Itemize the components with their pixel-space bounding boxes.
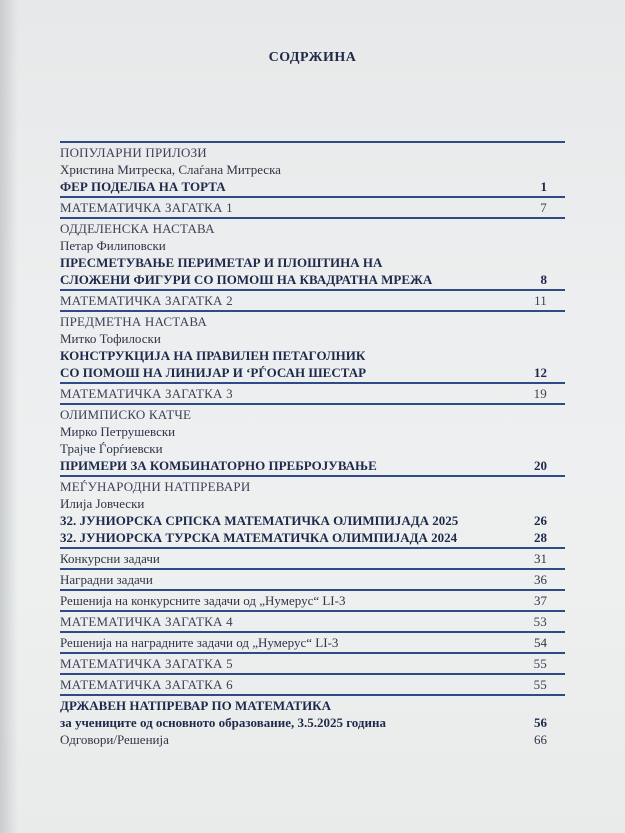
toc-entry-title: МАТЕМАТИЧКА ЗАГАТКА 1 [60, 200, 233, 215]
toc-page-number: 7 [540, 200, 547, 215]
toc-entry[interactable] [60, 406, 565, 423]
toc-entry-title: МАТЕМАТИЧКА ЗАГАТКА 6 [60, 677, 233, 692]
toc-entry[interactable] [60, 655, 565, 672]
toc-entry[interactable] [60, 347, 565, 364]
toc-entry[interactable] [60, 714, 565, 731]
toc-entry-title: МАТЕМАТИЧКА ЗАГАТКА 4 [60, 614, 233, 629]
section-divider [60, 289, 565, 291]
toc-entry-title: Решенија на конкурсните задачи од „Нумерус“ LI-3 [60, 593, 346, 608]
toc-entry[interactable] [60, 478, 565, 495]
section-divider [60, 382, 565, 384]
toc-entry[interactable] [60, 423, 565, 440]
toc-entry-title: ПРЕСМЕТУВАЊЕ ПЕРИМЕТАР И ПЛОШТИНА НА [60, 255, 383, 270]
section-divider [60, 547, 565, 549]
toc-entry-title: МАТЕМАТИЧКА ЗАГАТКА 3 [60, 386, 233, 401]
toc-entry[interactable] [60, 364, 565, 381]
toc-entry[interactable] [60, 697, 565, 714]
toc-entry-title: Одговори/Решенија [60, 732, 169, 747]
toc-entry-title: 32. ЈУНИОРСКА СРПСКА МАТЕМАТИЧКА ОЛИМПИЈАДА 2025 [60, 513, 459, 528]
toc-page-number: 56 [534, 715, 547, 730]
section-divider [60, 610, 565, 612]
section-divider [60, 141, 565, 143]
toc-entry-title: Митко Тофилоски [60, 331, 161, 346]
toc-entry-title: МЕЃУНАРОДНИ НАТПРЕВАРИ [60, 479, 251, 494]
toc-page-number: 26 [534, 513, 547, 528]
toc-entry[interactable] [60, 254, 565, 271]
toc-page-number: 31 [534, 551, 547, 566]
toc-entry[interactable] [60, 178, 565, 195]
toc-page-number: 19 [533, 386, 547, 401]
toc-entry[interactable] [60, 457, 565, 474]
toc-page-number: 12 [534, 365, 547, 380]
section-divider [60, 652, 565, 654]
toc-entry[interactable] [60, 592, 565, 609]
toc-entry[interactable] [60, 512, 565, 529]
toc-page-number: 54 [534, 635, 547, 650]
toc-page-number: 53 [533, 614, 547, 629]
section-divider [60, 310, 565, 312]
toc-entry[interactable] [60, 199, 565, 216]
toc-entry[interactable] [60, 144, 565, 161]
toc-entry-title: СО ПОМОШ НА ЛИНИЈАР И ‘РЃОСАН ШЕСТАР [60, 365, 367, 380]
toc-entry[interactable] [60, 385, 565, 402]
toc-page-number: 36 [534, 572, 547, 587]
toc-entry-title: Трајче Ѓорѓиевски [60, 441, 163, 456]
toc-entry-title: ПРЕДМЕТНА НАСТАВА [60, 314, 208, 329]
toc-entry[interactable] [60, 731, 565, 748]
toc-entry-title: Мирко Петрушевски [60, 424, 176, 439]
toc-entry[interactable] [60, 634, 565, 651]
toc-entry[interactable] [60, 571, 565, 588]
toc-entry-title: Христина Митреска, Слаѓана Митреска [60, 162, 281, 177]
toc-entry[interactable] [60, 495, 565, 512]
toc-entry-title: Конкурсни задачи [60, 551, 160, 566]
toc-entry-title: 32. ЈУНИОРСКА ТУРСКА МАТЕМАТИЧКА ОЛИМПИЈАДА 2024 [60, 530, 458, 545]
toc-entry[interactable] [60, 440, 565, 457]
toc-entry-title: за учениците од основното образование, 3.5.2025 година [60, 715, 386, 730]
section-divider [60, 631, 565, 633]
section-divider [60, 217, 565, 219]
toc-page-number: 20 [534, 458, 547, 473]
section-divider [60, 196, 565, 198]
section-divider [60, 403, 565, 405]
toc-page-number: 37 [534, 593, 547, 608]
toc-entry[interactable] [60, 220, 565, 237]
toc-entry-title: ПРИМЕРИ ЗА КОМБИНАТОРНО ПРЕБРОЈУВАЊЕ [60, 458, 377, 473]
page-shadow [0, 0, 18, 833]
toc-page-number: 28 [534, 530, 547, 545]
toc-entry-title: ОДДЕЛЕНСКА НАСТАВА [60, 221, 215, 236]
toc-entry[interactable] [60, 613, 565, 630]
toc-page-number: 66 [534, 732, 547, 747]
toc-entry-title: Решенија на наградните задачи од „Нумерус“ LI-3 [60, 635, 339, 650]
toc-entry[interactable] [60, 550, 565, 567]
section-divider [60, 568, 565, 570]
toc-entry[interactable] [60, 237, 565, 254]
table-of-contents [60, 140, 565, 748]
toc-entry-title: Илија Јовчески [60, 496, 145, 511]
toc-entry-title: МАТЕМАТИЧКА ЗАГАТКА 5 [60, 656, 233, 671]
page-title: СОДРЖИНА [268, 50, 357, 65]
toc-entry-title: ФЕР ПОДЕЛБА НА ТОРТА [60, 179, 226, 194]
toc-entry-title: Наградни задачи [60, 572, 153, 587]
toc-entry[interactable] [60, 292, 565, 309]
section-divider [60, 673, 565, 675]
toc-entry[interactable] [60, 330, 565, 347]
toc-entry[interactable] [60, 161, 565, 178]
toc-page-number: 11 [534, 293, 547, 308]
toc-entry[interactable] [60, 271, 565, 288]
toc-page-number: 1 [540, 179, 547, 194]
toc-entry-title: ДРЖАВЕН НАТПРЕВАР ПО МАТЕМАТИКА [60, 698, 332, 713]
toc-page-number: 55 [533, 656, 547, 671]
toc-entry-title: ПОПУЛАРНИ ПРИЛОЗИ [60, 145, 207, 160]
toc-entry-title: КОНСТРУКЦИЈА НА ПРАВИЛЕН ПЕТАГОЛНИК [60, 348, 366, 363]
section-divider [60, 475, 565, 477]
toc-page-number: 55 [533, 677, 547, 692]
toc-entry[interactable] [60, 529, 565, 546]
toc-entry[interactable] [60, 676, 565, 693]
toc-page-number: 8 [540, 272, 547, 287]
toc-entry-title: МАТЕМАТИЧКА ЗАГАТКА 2 [60, 293, 233, 308]
toc-entry-title: ОЛИМПИСКО КАТЧЕ [60, 407, 192, 422]
section-divider [60, 694, 565, 696]
toc-entry-title: СЛОЖЕНИ ФИГУРИ СО ПОМОШ НА КВАДРАТНА МРЕЖА [60, 272, 433, 287]
section-divider [60, 589, 565, 591]
toc-entry[interactable] [60, 313, 565, 330]
toc-entry-title: Петар Филиповски [60, 238, 166, 253]
